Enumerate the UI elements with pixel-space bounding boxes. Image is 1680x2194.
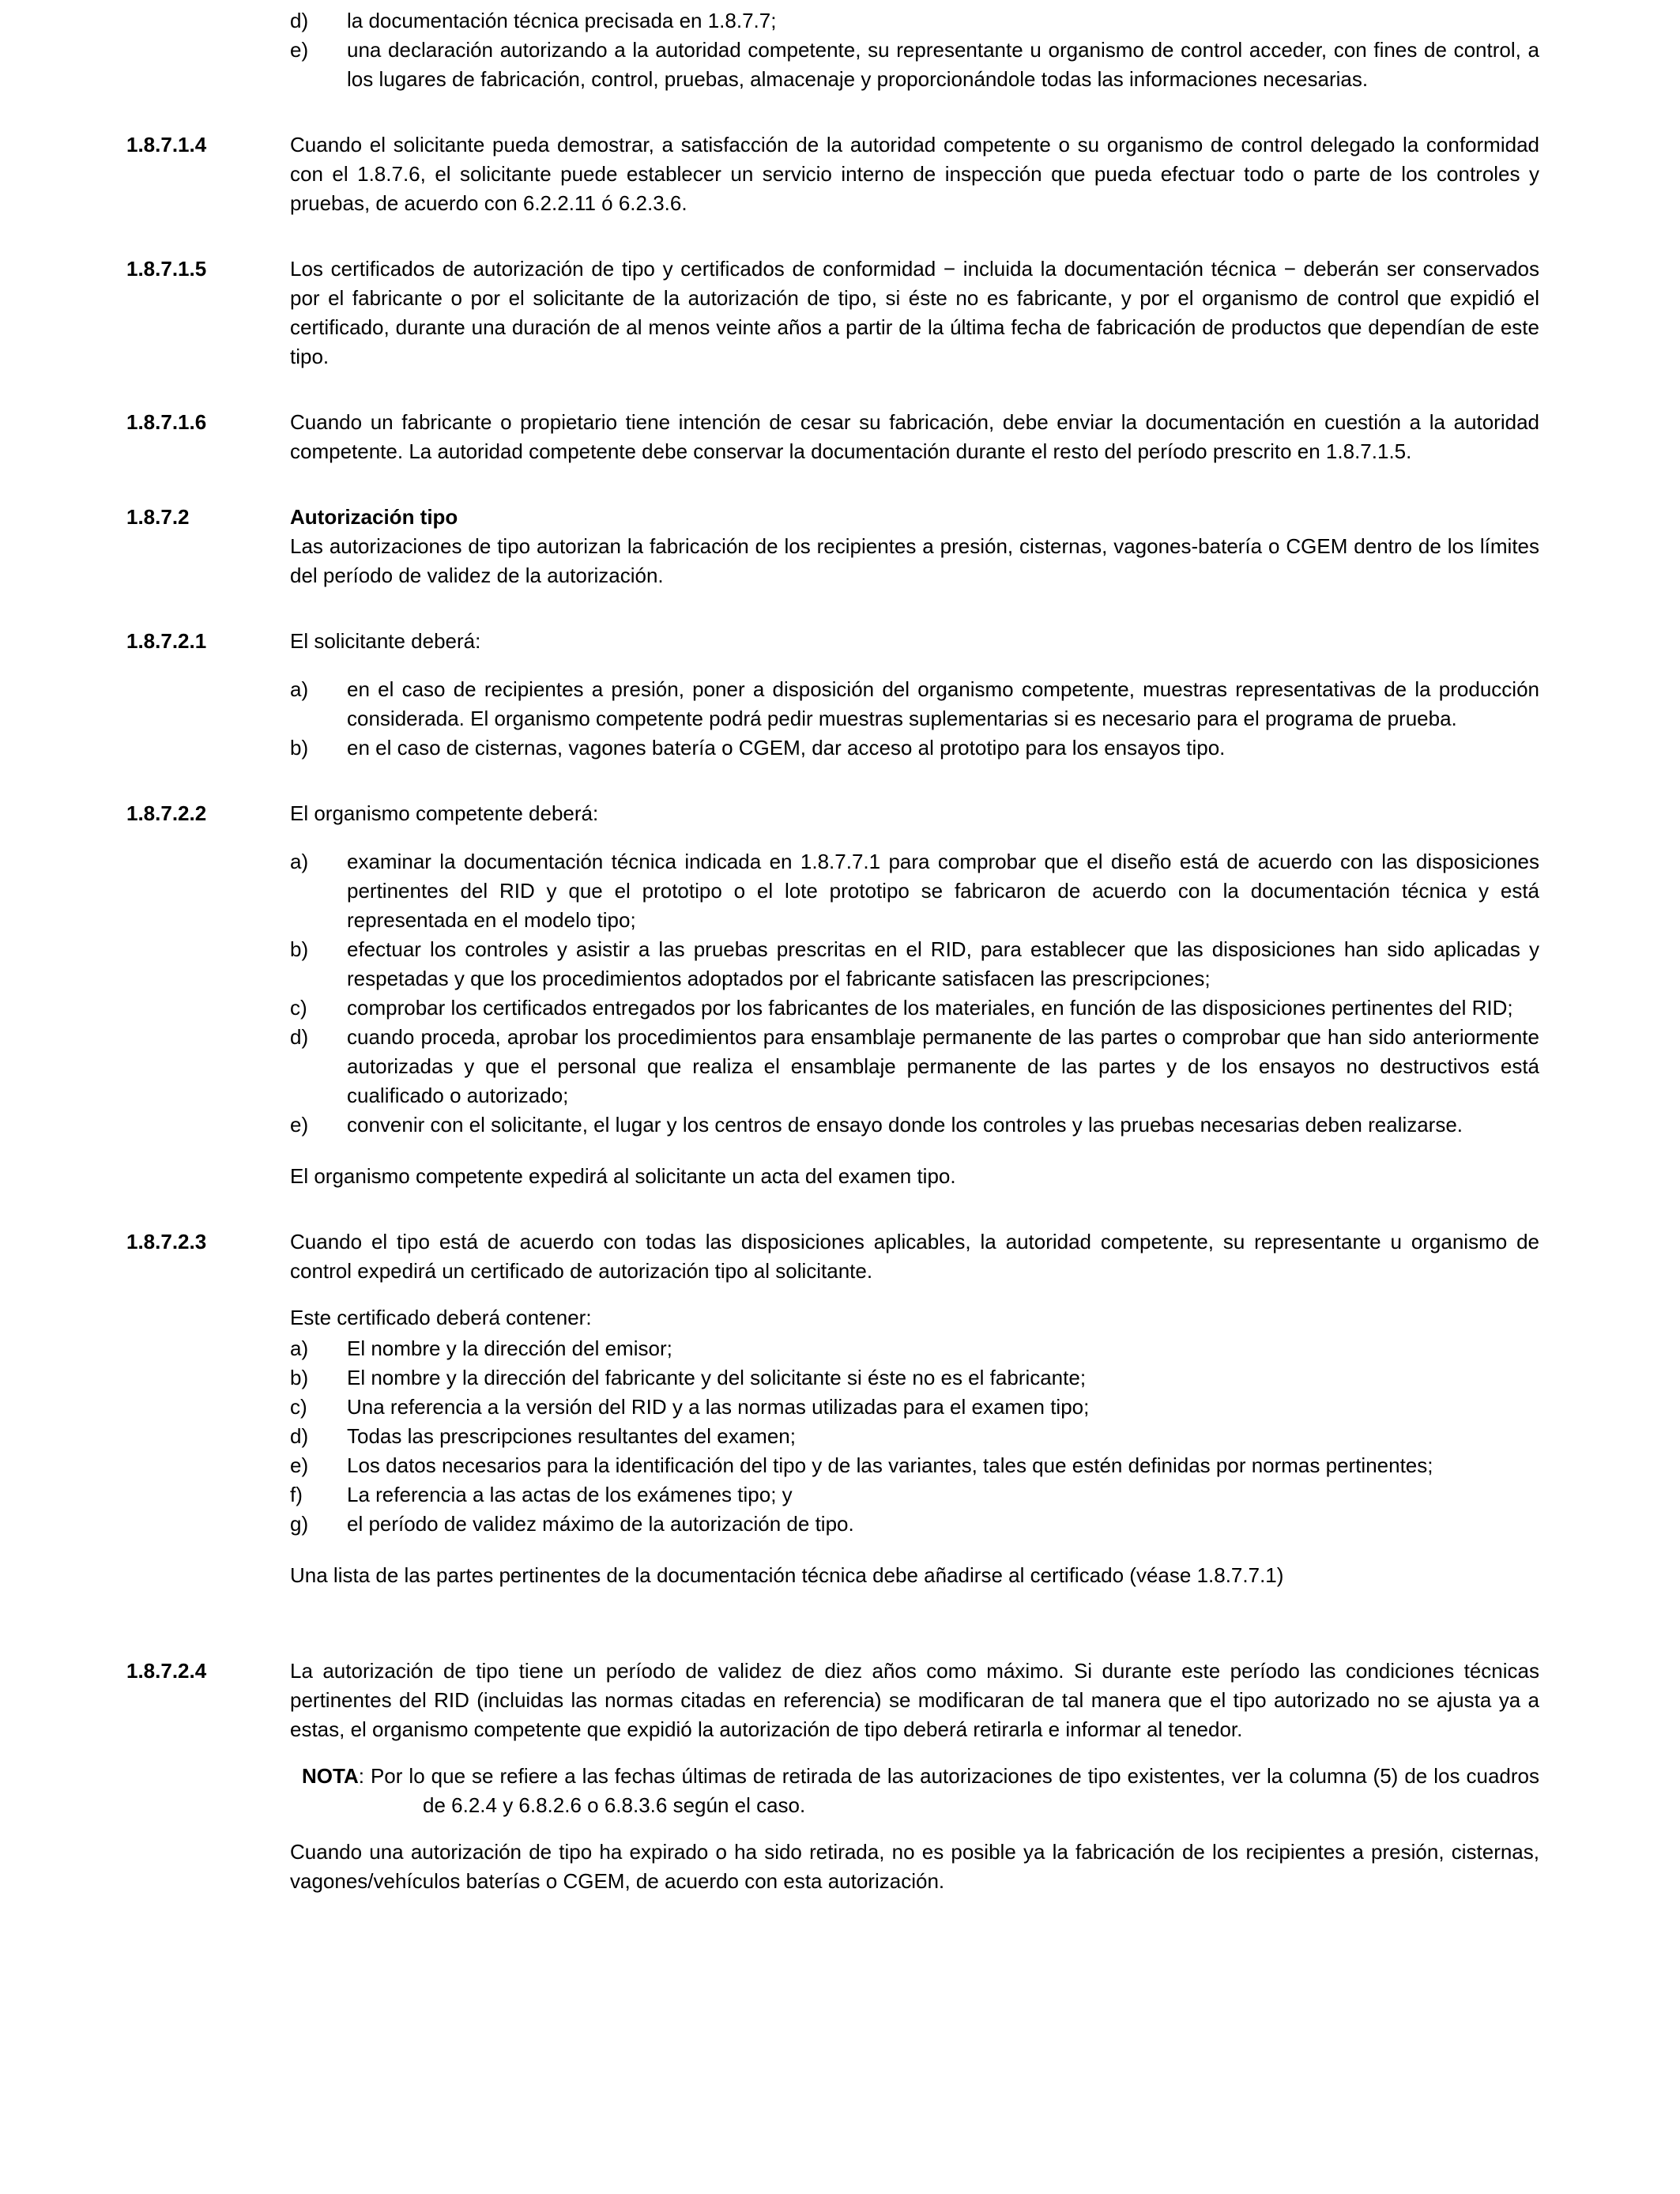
section-number: 1.8.7.2.4 — [126, 1659, 207, 1683]
list-item-text: en el caso de cisternas, vagones batería o CGEM, dar acceso al prototipo para los ensayos tipo. — [347, 736, 1226, 760]
list-item-text: cuando proceda, aprobar los procedimientos para ensamblaje permanente de las partes o comprobar que han sido anteriormente autorizadas y que el personal que realiza el ensamblaje permanente de las partes y de los ensayos no destructivos está cualificado o autorizado; — [347, 1025, 1539, 1107]
list-item — [290, 733, 1539, 763]
list-marker: e) — [290, 38, 309, 62]
lettered-list — [290, 6, 1539, 94]
list-item — [290, 36, 1539, 94]
section-1.8.7.1.5 — [126, 254, 1539, 371]
nota-label: NOTA — [302, 1764, 359, 1788]
list-item-text: Una referencia a la versión del RID y a las normas utilizadas para el examen tipo; — [347, 1395, 1090, 1419]
section-number: 1.8.7.2.2 — [126, 801, 207, 825]
list-item-text: Todas las prescripciones resultantes del examen; — [347, 1424, 796, 1448]
section-body — [290, 408, 1539, 466]
list-item — [290, 675, 1539, 733]
paragraph: Las autorizaciones de tipo autorizan la fabricación de los recipientes a presión, cisternas, vagones-batería o CGEM dentro de los límites del período de validez de la autorización. — [290, 534, 1539, 587]
section-1.8.7.2.1 — [126, 627, 1539, 763]
section-1.8.7.2.2 — [126, 799, 1539, 1191]
paragraph: Cuando el solicitante pueda demostrar, a satisfacción de la autoridad competente o su organismo de control delegado la conformidad con el 1.8.7.6, el solicitante puede establecer un servicio interno de inspección que pueda efectuar todo o parte de los controles y pruebas, de acuerdo con 6.2.2.11 ó 6.2.3.6. — [290, 133, 1539, 215]
list-item — [290, 1510, 1539, 1539]
section-number: 1.8.7.2.1 — [126, 629, 207, 653]
section-1.8.7.1.6 — [126, 408, 1539, 466]
paragraph: El organismo competente expedirá al solicitante un acta del examen tipo. — [290, 1164, 956, 1188]
section-body — [290, 1227, 1539, 1590]
section-number — [126, 6, 290, 94]
list-item — [290, 1363, 1539, 1393]
section-number: 1.8.7.2 — [126, 505, 190, 529]
list-marker: a) — [290, 677, 309, 701]
section-body — [290, 503, 1539, 590]
paragraph: Los certificados de autorización de tipo y certificados de conformidad − incluida la documentación técnica − deberán ser conservados por el fabricante o por el solicitante de la autorización de tipo, si éste no es fabricante, y por el organismo de control que expidió el certificado, durante una duración de al menos veinte años a partir de la última fecha de fabricación de productos que dependían de este tipo. — [290, 257, 1539, 368]
list-item-text: convenir con el solicitante, el lugar y los centros de ensayo donde los controles y las pruebas necesarias deben realizarse. — [347, 1113, 1463, 1137]
list-marker: e) — [290, 1113, 309, 1137]
paragraph: Este certificado deberá contener: — [290, 1306, 592, 1329]
list-item-text: La referencia a las actas de los exámenes tipo; y — [347, 1483, 793, 1506]
section-number: 1.8.7.1.6 — [126, 410, 207, 434]
paragraph: Cuando el tipo está de acuerdo con todas las disposiciones aplicables, la autoridad competente, su representante u organismo de control expedirá un certificado de autorización tipo al solicitante. — [290, 1230, 1539, 1283]
section-heading: Autorización tipo — [290, 505, 458, 529]
lettered-list — [290, 1334, 1539, 1539]
paragraph: El organismo competente deberá: — [290, 801, 599, 825]
paragraph: El solicitante deberá: — [290, 629, 481, 653]
list-marker: b) — [290, 736, 309, 760]
section-1.8.7.2.4 — [126, 1657, 1539, 1896]
section-body — [290, 254, 1539, 371]
list-item — [290, 935, 1539, 993]
list-item-text: efectuar los controles y asistir a las pruebas prescritas en el RID, para establecer que las disposiciones han sido aplicadas y respetadas y que los procedimientos adoptados por el fabricante satisfacen las prescripciones; — [347, 937, 1539, 990]
list-marker: b) — [290, 1366, 309, 1389]
list-item-text: El nombre y la dirección del emisor; — [347, 1336, 672, 1360]
list-marker: a) — [290, 1336, 309, 1360]
section-body — [290, 799, 1539, 1191]
list-item-text: El nombre y la dirección del fabricante y del solicitante si éste no es el fabricante; — [347, 1366, 1087, 1389]
list-item — [290, 1393, 1539, 1422]
section-1.8.7.1.4 — [126, 130, 1539, 218]
section-1.8.7.2.3 — [126, 1227, 1539, 1590]
paragraph: Una lista de las partes pertinentes de la documentación técnica debe añadirse al certificado (véase 1.8.7.7.1) — [290, 1563, 1284, 1587]
lettered-list — [290, 675, 1539, 763]
list-marker: c) — [290, 1395, 307, 1419]
list-marker: e) — [290, 1453, 309, 1477]
list-item — [290, 6, 1539, 36]
list-item-text: el período de validez máximo de la autorización de tipo. — [347, 1512, 854, 1536]
section-body — [290, 1657, 1539, 1896]
list-item-text: examinar la documentación técnica indicada en 1.8.7.7.1 para comprobar que el diseño está de acuerdo con las disposiciones pertinentes del RID y que el prototipo o el lote prototipo se fabricaron de acuerdo con la documentación técnica y está representada en el modelo tipo; — [347, 850, 1539, 932]
list-marker: b) — [290, 937, 309, 961]
nota-text: : Por lo que se refiere a las fechas últimas de retirada de las autorizaciones de tipo existentes, ver la columna (5) de los cuadros de 6.2.4 y 6.8.2.6 o 6.8.3.6 según el caso. — [358, 1764, 1539, 1817]
list-marker: c) — [290, 996, 307, 1020]
paragraph: Cuando un fabricante o propietario tiene intención de cesar su fabricación, debe enviar la documentación en cuestión a la autoridad competente. La autoridad competente debe conservar la documentación durante el resto del período prescrito en 1.8.7.1.5. — [290, 410, 1539, 463]
section-continued — [126, 6, 1539, 94]
list-marker: a) — [290, 850, 309, 873]
nota-paragraph — [290, 1762, 1539, 1820]
list-item-text: Los datos necesarios para la identificación del tipo y de las variantes, tales que estén definidas por normas pertinentes; — [347, 1453, 1433, 1477]
list-item — [290, 1422, 1539, 1451]
list-item — [290, 1480, 1539, 1510]
list-marker: d) — [290, 9, 309, 32]
section-body — [290, 6, 1539, 94]
lettered-list — [290, 847, 1539, 1140]
list-marker: f) — [290, 1483, 303, 1506]
section-1.8.7.2 — [126, 503, 1539, 590]
list-item-text: una declaración autorizando a la autoridad competente, su representante u organismo de control acceder, con fines de control, a los lugares de fabricación, control, pruebas, almacenaje y proporcionándole todas las informaciones necesarias. — [347, 38, 1539, 91]
list-item — [290, 847, 1539, 935]
section-number: 1.8.7.2.3 — [126, 1230, 207, 1253]
section-body — [290, 627, 1539, 763]
list-item — [290, 1334, 1539, 1363]
paragraph: Cuando una autorización de tipo ha expirado o ha sido retirada, no es posible ya la fabricación de los recipientes a presión, cisternas, vagones/vehículos baterías o CGEM, de acuerdo con esta autorización. — [290, 1840, 1539, 1893]
list-item — [290, 1451, 1539, 1480]
section-number: 1.8.7.1.5 — [126, 257, 207, 281]
list-item — [290, 993, 1539, 1023]
list-marker: d) — [290, 1025, 309, 1049]
paragraph: La autorización de tipo tiene un período de validez de diez años como máximo. Si durante este período las condiciones técnicas pertinentes del RID (incluidas las normas citadas en referencia) se modificaran de tal manera que el tipo autorizado no se ajusta ya a estas, el organismo competente que expidió la autorización de tipo deberá retirarla e informar al tenedor. — [290, 1659, 1539, 1741]
list-item-text: en el caso de recipientes a presión, poner a disposición del organismo competente, muestras representativas de la producción considerada. El organismo competente podrá pedir muestras suplementarias si es necesario para el programa de prueba. — [347, 677, 1539, 730]
list-item — [290, 1023, 1539, 1110]
list-marker: g) — [290, 1512, 309, 1536]
list-item — [290, 1110, 1539, 1140]
section-number: 1.8.7.1.4 — [126, 133, 207, 156]
list-item-text: comprobar los certificados entregados por los fabricantes de los materiales, en función de las disposiciones pertinentes del RID; — [347, 996, 1513, 1020]
section-body — [290, 130, 1539, 218]
list-marker: d) — [290, 1424, 309, 1448]
list-item-text: la documentación técnica precisada en 1.8.7.7; — [347, 9, 777, 32]
